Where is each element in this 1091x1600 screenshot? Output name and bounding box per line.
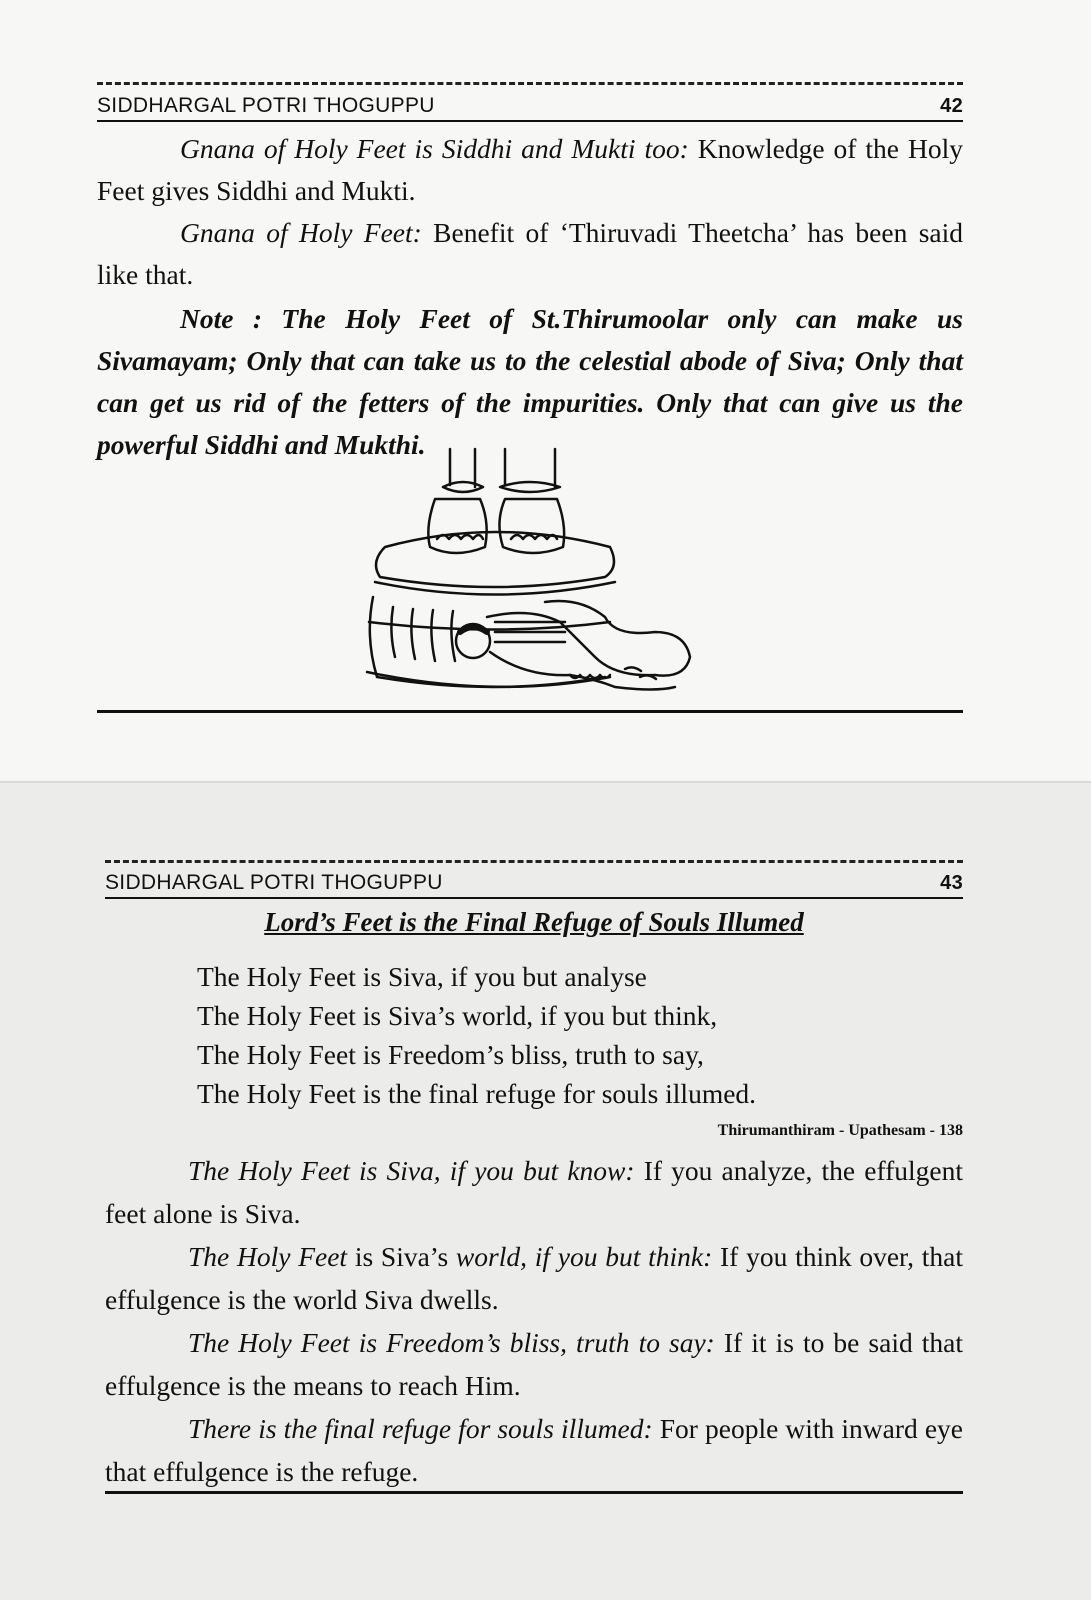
bottom-rule [97, 710, 963, 713]
citation: Thirumanthiram - Upathesam - 138 [717, 1122, 963, 1139]
page-43 [0, 783, 1091, 1600]
bottom-rule [105, 1491, 963, 1494]
paragraph: Gnana of Holy Feet is Siddhi and Mukti too: Knowledge of the Holy Feet gives Siddhi and Mukti. [97, 133, 964, 206]
verse-line: The Holy Feet is the final refuge for souls illumed. [197, 1078, 757, 1109]
verse-line: The Holy Feet is Siva, if you but analyse [197, 961, 647, 992]
paragraph: Gnana of Holy Feet: Benefit of ‘Thiruvadi Theetcha’ has been said like that. [97, 217, 964, 290]
header-title: SIDDHARGAL POTRI THOGUPPU [97, 94, 435, 117]
page-header [105, 867, 963, 899]
header-title: SIDDHARGAL POTRI THOGUPPU [105, 871, 443, 894]
section-title: Lord’s Feet is the Final Refuge of Souls Illumed [264, 907, 804, 937]
page-42 [0, 0, 1091, 783]
paragraph: The Holy Feet is Freedom’s bliss, truth to say: If it is to be said that effulgence is the means to reach Him. [105, 1327, 963, 1401]
verse-line: The Holy Feet is Siva’s world, if you but think, [197, 1000, 718, 1031]
page-header [97, 90, 963, 122]
paragraph: The Holy Feet is Siva, if you but know: If you analyze, the effulgent feet alone is Siva. [105, 1155, 964, 1229]
page-number: 43 [940, 872, 963, 894]
verse-line: The Holy Feet is Freedom’s bliss, truth to say, [197, 1039, 704, 1070]
header-dashes [97, 82, 963, 85]
header-dashes [105, 860, 963, 863]
note-paragraph: Note : The Holy Feet of St.Thirumoolar only can make us Sivamayam; Only that can take us to the celestial abode of Siva; Only that can get us rid of the fetters of the impurities. Only that can give us the powerful Siddhi and Mukthi. [97, 303, 963, 460]
paragraph: The Holy Feet is Siva’s world, if you but think: If you think over, that effulgence is the world Siva dwells. [105, 1241, 963, 1315]
page-number: 42 [940, 95, 963, 117]
devotee-prostrating-illustration [355, 447, 705, 699]
paragraph: There is the final refuge for souls illumed: For people with inward eye that effulgence is the refuge. [105, 1413, 964, 1487]
